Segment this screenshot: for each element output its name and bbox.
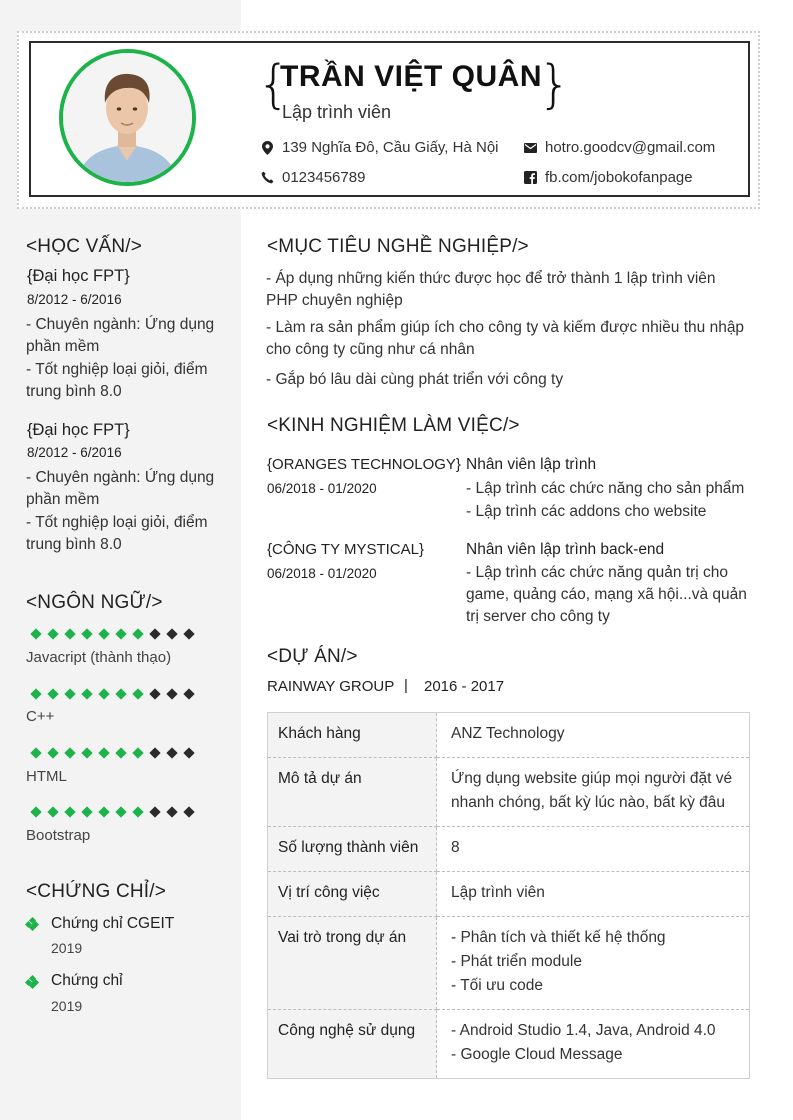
experience-detail: - Lập trình các addons cho website bbox=[466, 503, 707, 520]
experience-company: {ORANGES TECHNOLOGY} bbox=[267, 456, 461, 473]
candidate-name: TRẦN VIỆT QUÂN bbox=[280, 60, 542, 93]
phone-text: 0123456789 bbox=[282, 169, 366, 186]
project-value-line: - Android Studio 1.4, Java, Android 4.0 bbox=[451, 1022, 716, 1039]
project-value-line: Ứng dụng website giúp mọi người đặt vé nhanh chóng, bất kỳ lúc nào, bất kỳ đâu bbox=[451, 770, 733, 811]
project-field-value bbox=[437, 872, 750, 917]
project-field-label: Vai trò trong dự án bbox=[268, 917, 437, 1010]
language-name: HTML bbox=[26, 768, 67, 785]
contact-facebook bbox=[523, 169, 693, 186]
map-marker-icon bbox=[260, 141, 274, 155]
language-name: C++ bbox=[26, 708, 55, 725]
envelope-icon bbox=[523, 141, 537, 155]
project-value-line: - Tối ưu code bbox=[451, 977, 543, 994]
objective-item: - Gắp bó lâu dài cùng phát triển với công ty bbox=[266, 371, 564, 388]
rating-diamond-filled bbox=[78, 628, 95, 640]
rating-diamond-empty bbox=[180, 688, 197, 700]
rating-diamond-filled bbox=[112, 747, 129, 759]
project-field-value bbox=[437, 827, 750, 872]
diamond-cluster-icon bbox=[26, 918, 38, 930]
objective-item: - Áp dụng những kiến thức được học để trở thành 1 lập trình viên PHP chuyên nghiệp bbox=[266, 270, 716, 309]
rating-diamond-filled bbox=[27, 628, 44, 640]
rating-diamond-filled bbox=[61, 628, 78, 640]
rating-diamond-filled bbox=[112, 688, 129, 700]
experience-role: Nhân viên lập trình bbox=[466, 456, 597, 473]
education-title: <HỌC VẤN/> bbox=[26, 236, 143, 257]
rating-diamond-empty bbox=[180, 628, 197, 640]
experience-role: Nhân viên lập trình back-end bbox=[466, 541, 665, 558]
education-school: {Đại học FPT} bbox=[27, 267, 130, 285]
certificate-year: 2019 bbox=[51, 940, 83, 956]
certificate-year: 2019 bbox=[51, 998, 83, 1014]
experience-company: {CÔNG TY MYSTICAL} bbox=[267, 541, 424, 558]
education-detail: - Tốt nghiệp loại giỏi, điểm trung bình 8.0 bbox=[26, 361, 208, 400]
rating-diamond-empty bbox=[163, 688, 180, 700]
table-row bbox=[268, 713, 750, 758]
avatar-photo bbox=[63, 53, 192, 182]
rating-diamond-empty bbox=[163, 806, 180, 818]
objective-title: <MỤC TIÊU NGHỀ NGHIỆP/> bbox=[267, 236, 529, 257]
rating-diamond-filled bbox=[95, 806, 112, 818]
contact-email bbox=[523, 139, 715, 156]
skill-rating bbox=[27, 688, 197, 700]
education-detail: - Tốt nghiệp loại giỏi, điểm trung bình 8.0 bbox=[26, 514, 208, 553]
avatar bbox=[59, 49, 196, 186]
education-period: 8/2012 - 6/2016 bbox=[27, 445, 122, 460]
skill-rating bbox=[27, 747, 197, 759]
rating-diamond-filled bbox=[129, 628, 146, 640]
rating-diamond-empty bbox=[163, 747, 180, 759]
rating-diamond-filled bbox=[44, 688, 61, 700]
rating-diamond-empty bbox=[146, 628, 163, 640]
project-value-line: ANZ Technology bbox=[451, 725, 565, 742]
rating-diamond-filled bbox=[61, 688, 78, 700]
header-card bbox=[17, 31, 760, 209]
rating-diamond-filled bbox=[78, 688, 95, 700]
project-field-label: Khách hàng bbox=[268, 713, 437, 758]
project-value-line: - Phát triển module bbox=[451, 953, 582, 970]
project-separator: | bbox=[404, 677, 408, 694]
projects-title: <DỰ ÁN/> bbox=[267, 646, 358, 667]
rating-diamond-filled bbox=[129, 806, 146, 818]
rating-diamond-filled bbox=[112, 628, 129, 640]
facebook-text[interactable]: fb.com/jobokofanpage bbox=[545, 169, 693, 186]
table-row bbox=[268, 1010, 750, 1079]
project-field-label: Vị trí công việc bbox=[268, 872, 437, 917]
rating-diamond-empty bbox=[146, 688, 163, 700]
rating-diamond-empty bbox=[146, 806, 163, 818]
experience-detail: - Lập trình các chức năng cho sản phẩm bbox=[466, 480, 745, 497]
table-row bbox=[268, 758, 750, 827]
project-period: 2016 - 2017 bbox=[424, 678, 505, 695]
rating-diamond-filled bbox=[61, 747, 78, 759]
email-text[interactable]: hotro.goodcv@gmail.com bbox=[545, 139, 716, 156]
name-brace-close: } bbox=[538, 55, 572, 115]
project-field-label: Số lượng thành viên bbox=[268, 827, 437, 872]
language-name: Javacript (thành thạo) bbox=[26, 649, 172, 666]
certificate-name: Chứng chỉ CGEIT bbox=[51, 915, 175, 932]
contact-address bbox=[260, 139, 499, 156]
rating-diamond-filled bbox=[129, 688, 146, 700]
project-field-label: Công nghệ sử dụng bbox=[268, 1010, 437, 1079]
table-row bbox=[268, 872, 750, 917]
project-field-value bbox=[437, 758, 750, 827]
project-value-line: - Phân tích và thiết kế hệ thống bbox=[451, 929, 666, 946]
rating-diamond-filled bbox=[95, 628, 112, 640]
project-field-value bbox=[437, 1010, 750, 1079]
rating-diamond-empty bbox=[180, 747, 197, 759]
project-field-value bbox=[437, 713, 750, 758]
experience-period: 06/2018 - 01/2020 bbox=[267, 566, 377, 581]
job-title: Lập trình viên bbox=[282, 102, 392, 122]
certificates-title: <CHỨNG CHỈ/> bbox=[26, 881, 167, 902]
rating-diamond-empty bbox=[146, 747, 163, 759]
project-group: RAINWAY GROUP bbox=[267, 678, 395, 695]
rating-diamond-filled bbox=[78, 747, 95, 759]
experience-detail: - Lập trình các chức năng quản trị cho game, quảng cáo, mạng xã hội...và quản trị server cho công ty bbox=[466, 564, 747, 625]
rating-diamond-filled bbox=[27, 747, 44, 759]
rating-diamond-filled bbox=[27, 806, 44, 818]
table-row bbox=[268, 827, 750, 872]
rating-diamond-filled bbox=[44, 628, 61, 640]
address-text: 139 Nghĩa Đô, Cầu Giấy, Hà Nội bbox=[282, 139, 499, 156]
name-brace-open: { bbox=[257, 55, 291, 115]
rating-diamond-filled bbox=[61, 806, 78, 818]
languages-title: <NGÔN NGỮ/> bbox=[26, 592, 163, 613]
education-detail: - Chuyên ngành: Ứng dụng phần mềm bbox=[26, 316, 215, 355]
education-school: {Đại học FPT} bbox=[27, 421, 130, 439]
experience-title: <KINH NGHIỆM LÀM VIỆC/> bbox=[267, 415, 520, 436]
project-details-table bbox=[267, 712, 750, 1079]
facebook-icon bbox=[523, 171, 537, 185]
phone-icon bbox=[260, 171, 274, 185]
header-frame bbox=[29, 41, 750, 197]
education-detail: - Chuyên ngành: Ứng dụng phần mềm bbox=[26, 469, 215, 508]
rating-diamond-empty bbox=[180, 806, 197, 818]
rating-diamond-filled bbox=[112, 806, 129, 818]
skill-rating bbox=[27, 806, 197, 818]
experience-period: 06/2018 - 01/2020 bbox=[267, 481, 377, 496]
project-value-line: Lập trình viên bbox=[451, 884, 545, 901]
rating-diamond-filled bbox=[129, 747, 146, 759]
project-field-value bbox=[437, 917, 750, 1010]
rating-diamond-filled bbox=[78, 806, 95, 818]
education-period: 8/2012 - 6/2016 bbox=[27, 292, 122, 307]
diamond-cluster-icon bbox=[26, 976, 38, 988]
table-row bbox=[268, 917, 750, 1010]
rating-diamond-filled bbox=[95, 747, 112, 759]
language-name: Bootstrap bbox=[26, 827, 91, 844]
project-value-line: 8 bbox=[451, 839, 460, 856]
project-value-line: - Google Cloud Message bbox=[451, 1046, 623, 1063]
certificate-name: Chứng chỉ bbox=[51, 972, 123, 989]
rating-diamond-filled bbox=[27, 688, 44, 700]
rating-diamond-filled bbox=[44, 747, 61, 759]
contact-phone bbox=[260, 169, 365, 186]
skill-rating bbox=[27, 628, 197, 640]
rating-diamond-filled bbox=[44, 806, 61, 818]
project-field-label: Mô tả dự án bbox=[268, 758, 437, 827]
rating-diamond-filled bbox=[95, 688, 112, 700]
objective-item: - Làm ra sản phẩm giúp ích cho công ty và kiếm được nhiều thu nhập cho công ty cũng như cá nhân bbox=[266, 319, 745, 358]
rating-diamond-empty bbox=[163, 628, 180, 640]
